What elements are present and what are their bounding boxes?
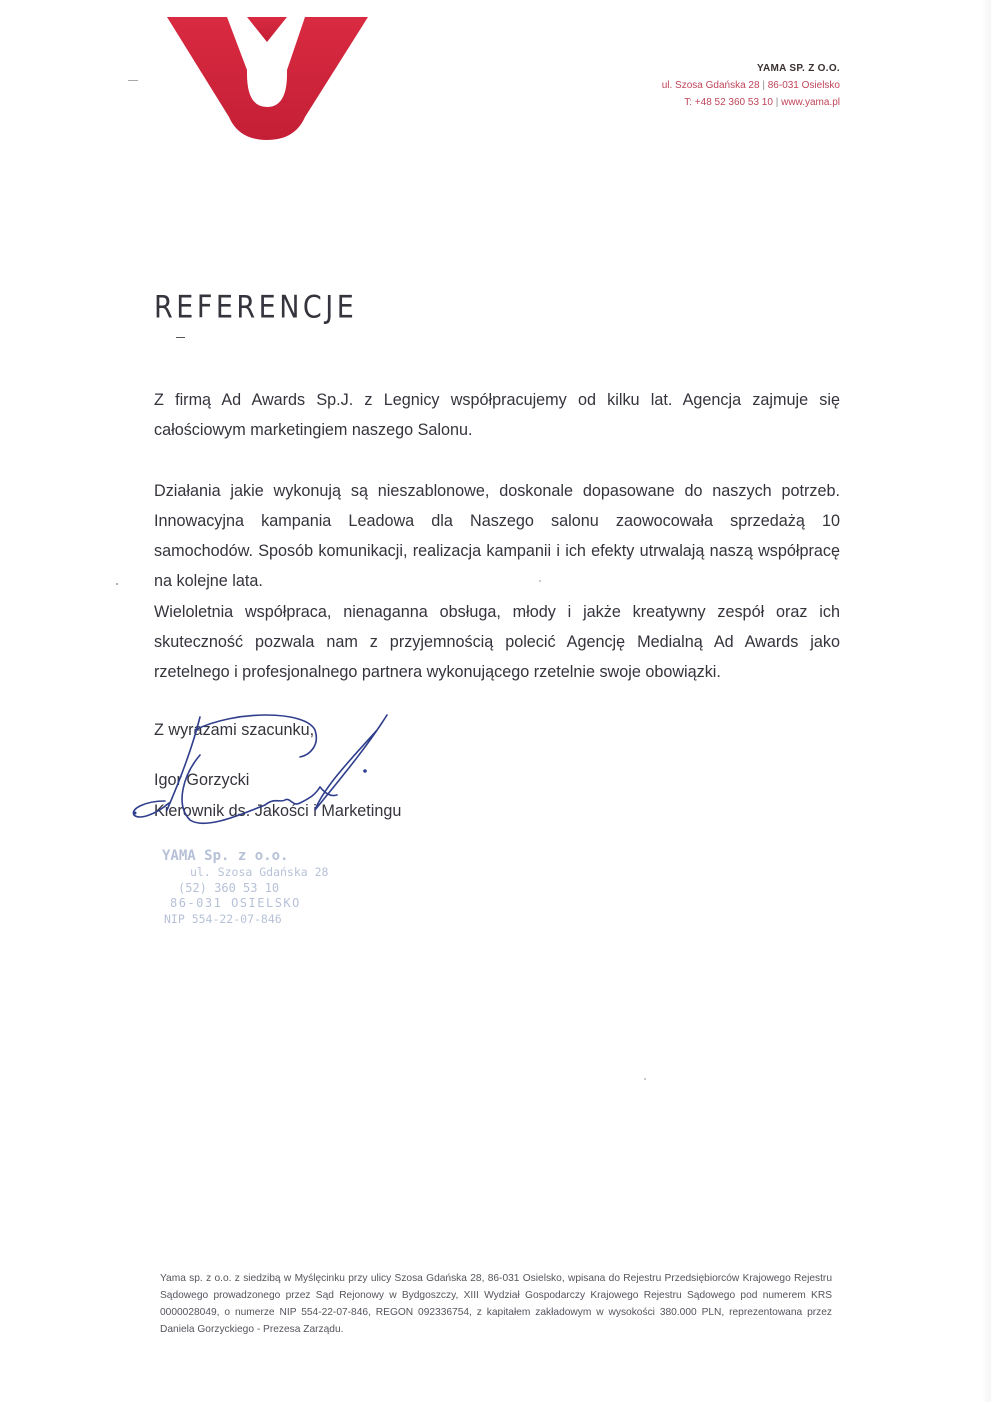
closing-salutation: Z wyrazami szacunku,: [154, 721, 315, 739]
scan-speck: [128, 80, 138, 81]
footer-legal-text: Yama sp. z o.o. z siedzibą w Myślęcinku przy ulicy Szosa Gdańska 28, 86-031 Osielsko, wpisana do Rejestru Przedsiębiorców Krajowego Rejestru Sądowego prowadzonego przez Sąd Rejonowy w Bydgoszczy, XIII Wydział Gospodarczy Krajowego Rejestru Sądowego pod numerem KRS 0000028049, o numerze NIP 554-22-07-846, REGON 092336754, z kapitałem zakładowym w wysokości 380.000 PLN, reprezentowana przez Daniela Gorzyckiego - Prezesa Zarządu.: [160, 1273, 832, 1335]
company-city: 86-031 Osielsko: [767, 80, 840, 91]
stamp-line-5: NIP 554-22-07-846: [164, 912, 282, 926]
paragraph-2: Działania jakie wykonują są nieszablonowe, doskonale dopasowane do naszych potrzeb. Innowacyjna kampania Leadowa dla Naszego salonu zaowocowała sprzedażą 10 samochodów. Sposób komunikacji, realizacja kampanii i ich efekty utrwalają naszą współpracę na kolejne lata.: [154, 482, 840, 590]
paragraph-1: Z firmą Ad Awards Sp.J. z Legnicy współpracujemy od kilku lat. Agencja zajmuje się całościowym marketingiem naszego Salonu.: [154, 391, 840, 439]
company-header: [662, 60, 840, 111]
stamp-line-3: (52) 360 53 10: [178, 881, 280, 895]
paragraph-3: Wieloletnia współpraca, nienaganna obsługa, młody i jakże kreatywny zespół oraz ich skuteczność pozwala nam z przyjemnością polecić Agencję Medialną Ad Awards jako rzetelnego i profesjonalnego partnera wykonującego rzetelnie swoje obowiązki.: [154, 603, 840, 681]
company-website: www.yama.pl: [781, 97, 840, 108]
signer-title: Kierownik ds. Jakości i Marketingu: [154, 802, 402, 820]
stamp-line-2: ul. Szosa Gdańska 28: [190, 865, 329, 879]
scan-edge: [981, 0, 991, 1402]
company-stamp: [160, 848, 390, 933]
signer-name: Igor Gorzycki: [154, 771, 250, 789]
yama-logo: [165, 12, 370, 142]
handwritten-signature: [125, 705, 415, 835]
separator: |: [762, 80, 765, 91]
company-address-line: [662, 77, 840, 94]
title-underline-mark: [176, 337, 185, 338]
stamp-line-1: YAMA Sp. z o.o.: [162, 848, 289, 864]
separator: |: [775, 97, 779, 108]
company-name: YAMA SP. Z O.O.: [756, 63, 840, 74]
stamp-line-4: 86-031 OSIELSKO: [170, 896, 301, 910]
company-address: ul. Szosa Gdańska 28: [661, 80, 760, 91]
scan-speck: [116, 583, 118, 585]
company-phone: T: +48 52 360 53 10: [684, 97, 773, 108]
document-title: REFERENCJE: [154, 290, 358, 326]
scan-speck: [644, 1078, 646, 1080]
scan-speck: [539, 580, 541, 582]
company-contact-line: [662, 94, 840, 111]
